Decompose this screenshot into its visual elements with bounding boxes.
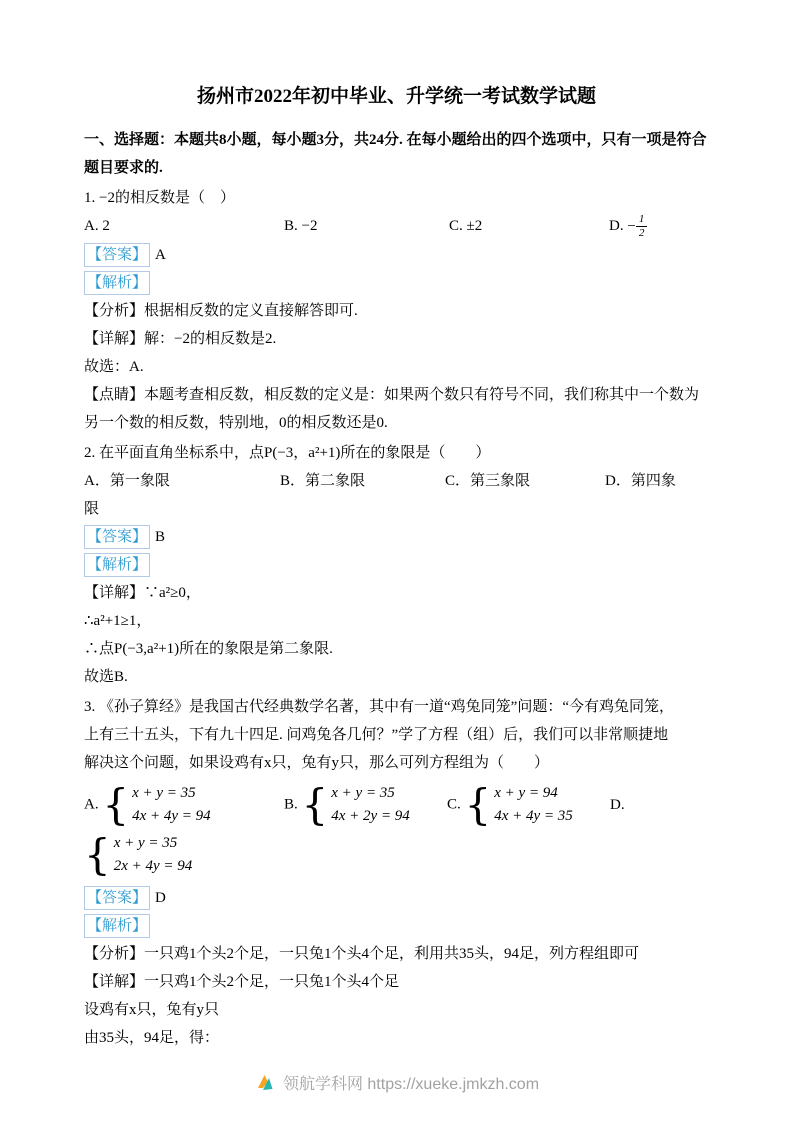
answer-marker: 【答案】 <box>84 243 150 267</box>
q1-option-b-label: B. <box>284 218 298 234</box>
q1-option-b <box>284 212 449 241</box>
q2-detail-line-2: ∴a²+1≥1， <box>84 612 152 629</box>
q2-options <box>84 467 709 495</box>
q2-answer-value: B <box>155 528 166 545</box>
q1-option-a-label: A. <box>84 218 99 234</box>
q3-option-a <box>84 779 284 829</box>
q1-analysis-line: 【分析】根据相反数的定义直接解答即可. <box>84 302 358 319</box>
q1-option-a-text: 2 <box>102 218 110 234</box>
q3-answer-line <box>84 884 709 912</box>
brace-icon: { <box>464 779 492 829</box>
equation: 4x + 4y = 35 <box>494 807 573 824</box>
q3-stem-line-2: 上有三十五头，下有九十四足. 问鸡兔各几何？”学了方程（组）后，我们可以非常顺捷地 <box>84 726 669 743</box>
q1-option-a <box>84 212 284 241</box>
q1-option-d-sign: − <box>627 218 636 235</box>
q3-analysis-line: 【分析】一只鸡1个头2个足，一只兔1个头4个足，利用共35头，94足，列方程组即可 <box>84 945 640 962</box>
section-header: 一、选择题：本题共8小题，每小题3分，共24分. 在每小题给出的四个选项中，只有一项是符合题目要求的. <box>84 132 707 176</box>
q1-stem: 1. −2的相反数是（ ） <box>84 190 235 206</box>
jiexi-marker: 【解析】 <box>84 271 150 295</box>
q2-option-d-overflow: 限 <box>84 500 100 517</box>
q3-option-a-label: A. <box>84 796 99 812</box>
fraction-numerator: 1 <box>636 213 648 227</box>
q1-choice-line: 故选：A. <box>84 358 144 375</box>
equation: 4x + 2y = 94 <box>331 807 410 824</box>
q1-detail-line: 【详解】解：−2的相反数是2. <box>84 330 277 347</box>
question-2 <box>84 439 709 691</box>
equation: x + y = 94 <box>494 784 558 801</box>
q1-option-d-label: D. <box>609 218 624 234</box>
answer-marker: 【答案】 <box>84 525 150 549</box>
q3-option-a-system <box>102 779 211 829</box>
q1-jiexi-line <box>84 269 709 297</box>
brace-icon: { <box>301 779 329 829</box>
q3-option-c-label: C. <box>447 796 461 812</box>
q3-detail-line: 【详解】一只鸡1个头2个足，一只兔1个头4个足 <box>84 973 400 990</box>
q3-options <box>84 779 709 829</box>
q2-option-d: D．第四象 <box>605 472 676 489</box>
equation: 4x + 4y = 94 <box>132 807 211 824</box>
q2-detail-line-1: 【详解】∵a²≥0， <box>84 584 201 601</box>
fraction-denominator: 2 <box>638 227 645 240</box>
q3-stem-line-3: 解决这个问题，如果设鸡有x只，兔有y只，那么可列方程组为（ ） <box>84 754 550 771</box>
equation: x + y = 35 <box>132 784 196 801</box>
q3-option-b-system <box>301 779 410 829</box>
footer-text: 领航学科网 https://xueke.jmkzh.com <box>282 1076 540 1093</box>
q3-answer-value: D <box>155 889 166 906</box>
q1-option-d <box>609 212 709 241</box>
q2-detail-line-3: ∴点P(−3,a²+1)所在的象限是第二象限. <box>84 640 333 657</box>
q2-choice-line: 故选B. <box>84 668 128 685</box>
q3-setup-line: 设鸡有x只，兔有y只 <box>84 1001 220 1018</box>
q3-stem-line-1: 3. 《孙子算经》是我国古代经典数学名著，其中有一道“鸡兔同笼”问题：“今有鸡兔同笼， <box>84 698 674 715</box>
q3-option-b <box>284 779 447 829</box>
q1-answer-line <box>84 241 709 269</box>
q2-answer-line <box>84 523 709 551</box>
equation: 2x + 4y = 94 <box>113 857 193 874</box>
equation: x + y = 35 <box>331 784 395 801</box>
q2-stem: 2. 在平面直角坐标系中，点P(−3，a²+1)所在的象限是（ ） <box>84 444 491 461</box>
q1-option-c <box>449 212 609 241</box>
q3-option-d-label: D. <box>610 796 625 813</box>
footer-watermark <box>0 1071 793 1094</box>
q3-option-d-system <box>84 829 709 879</box>
page-title: 扬州市2022年初中毕业、升学统一考试数学试题 <box>196 86 596 107</box>
q3-jiexi-line <box>84 912 709 940</box>
q1-options <box>84 212 709 241</box>
q2-option-c: C．第三象限 <box>445 472 531 489</box>
q2-jiexi-line <box>84 551 709 579</box>
q1-option-b-text: −2 <box>301 218 318 234</box>
q1-remark-line: 【点睛】本题考查相反数，相反数的定义是：如果两个数只有符号不同，我们称其中一个数为另一个数的相反数，特别地，0的相反数还是0. <box>84 386 700 431</box>
xueke-logo-icon <box>254 1072 276 1094</box>
brace-icon: { <box>102 779 130 829</box>
answer-marker: 【答案】 <box>84 886 150 910</box>
brace-icon: { <box>84 829 111 879</box>
q1-option-c-text: ±2 <box>466 218 483 234</box>
q1-option-d-fraction <box>636 213 648 239</box>
question-1 <box>84 184 709 437</box>
equation: x + y = 35 <box>113 834 178 851</box>
q3-result-line: 由35头，94足，得： <box>84 1029 220 1046</box>
q3-option-d <box>610 791 709 819</box>
q3-option-c-system <box>464 779 573 829</box>
question-3 <box>84 693 709 1052</box>
q3-option-c <box>447 779 610 829</box>
q3-option-b-label: B. <box>284 796 298 812</box>
jiexi-marker: 【解析】 <box>84 553 150 577</box>
q1-option-c-label: C. <box>449 218 463 234</box>
q2-option-a: A．第一象限 <box>84 472 170 489</box>
jiexi-marker: 【解析】 <box>84 914 150 938</box>
q2-option-b: B．第二象限 <box>280 472 366 489</box>
q1-answer-value: A <box>155 246 166 263</box>
